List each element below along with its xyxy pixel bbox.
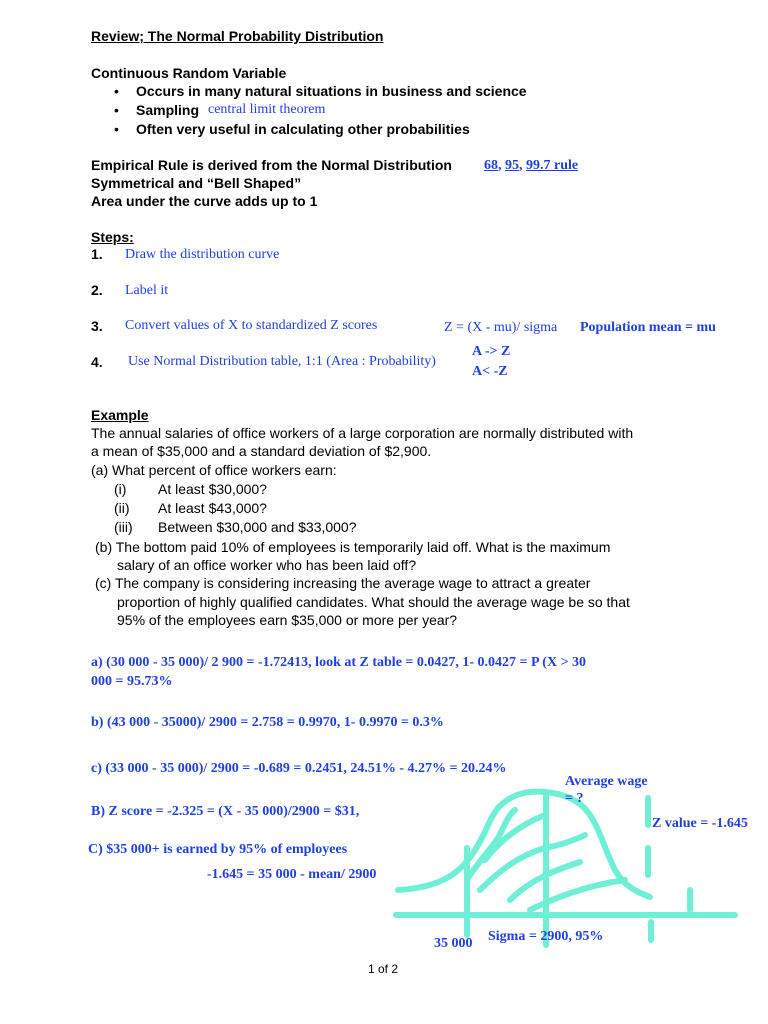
step-1-number: 1. — [91, 246, 103, 262]
step-2-number: 2. — [91, 282, 103, 298]
question-a-i: At least $30,000? — [158, 481, 267, 497]
step-4-b: A< -Z — [472, 364, 508, 379]
empirical-line-1: Empirical Rule is derived from the Normal Distribution — [91, 157, 452, 173]
link-997-rule[interactable]: 99.7 rule — [526, 158, 579, 173]
question-a-ii-number: (ii) — [114, 500, 130, 516]
answer-C: C) $35 000+ is earned by 95% of employees — [88, 842, 348, 857]
step-1-text: Draw the distribution curve — [125, 247, 280, 262]
step-4-number: 4. — [91, 354, 103, 370]
page-number: 1 of 2 — [368, 962, 399, 976]
page-title: Review; The Normal Probability Distribution — [91, 28, 384, 44]
example-heading: Example — [91, 407, 149, 423]
question-a-iii-number: (iii) — [114, 519, 133, 535]
question-c-line-3: 95% of the employees earn $35,000 or more per year? — [117, 612, 458, 628]
sketch-x-35000: 35 000 — [434, 936, 473, 951]
question-a-iii: Between $30,000 and $33,000? — [158, 519, 357, 535]
sketch-strokes — [396, 792, 735, 945]
answer-c: c) (33 000 - 35 000)/ 2900 = -0.689 = 0.2451, 24.51% - 4.27% = 20.24% — [91, 761, 507, 776]
step-3-formula: Z = (X - mu)/ sigma — [444, 320, 558, 335]
sketch-average-wage-2: = ? — [565, 791, 584, 806]
empirical-links: 68, 95, 99.7 rule — [484, 158, 579, 173]
question-c-line-1: (c) The company is considering increasing the average wage to attract a greater — [95, 575, 591, 591]
bullet-2-label: Sampling — [136, 102, 200, 118]
continuous-heading: Continuous Random Variable — [91, 65, 287, 81]
answer-C-line-2: -1.645 = 35 000 - mean/ 2900 — [207, 867, 377, 882]
step-3-number: 3. — [91, 318, 103, 334]
step-4-text: Use Normal Distribution table, 1:1 (Area : Probability) — [128, 354, 436, 369]
sketch-z-value: Z value = -1.645 — [652, 816, 748, 831]
bullet-1: • — [114, 83, 119, 99]
bullet-1-text: Occurs in many natural situations in business and science — [136, 83, 527, 99]
empirical-line-3: Area under the curve adds up to 1 — [91, 193, 318, 209]
answer-a-line-1: a) (30 000 - 35 000)/ 2 900 = -1.72413, look at Z table = 0.0427, 1- 0.0427 = P (X > 30 — [91, 655, 587, 670]
bullet-3: • — [114, 121, 119, 137]
question-b-line-2: salary of an office worker who has been laid off? — [117, 557, 417, 573]
bullet-2-note: central limit theorem — [208, 102, 326, 117]
question-c-line-2: proportion of highly qualified candidates. What should the average wage be so that — [117, 594, 630, 610]
link-68[interactable]: 68 — [484, 158, 498, 173]
empirical-line-2: Symmetrical and “Bell Shaped” — [91, 175, 302, 191]
step-4-a: A -> Z — [472, 344, 511, 359]
answer-B: B) Z score = -2.325 = (X - 35 000)/2900 = $31, — [91, 804, 360, 819]
sketch-average-wage: Average wage — [565, 774, 648, 789]
steps-heading: Steps: — [91, 229, 134, 245]
link-95[interactable]: 95 — [505, 158, 519, 173]
step-3-text: Convert values of X to standardized Z scores — [125, 318, 378, 333]
sketch-sigma: Sigma = 2900, 95% — [488, 929, 604, 944]
question-b-line-1: (b) The bottom paid 10% of employees is temporarily laid off. What is the maximum — [95, 539, 611, 555]
bullet-3-text: Often very useful in calculating other probabilities — [136, 121, 470, 137]
example-para-1: The annual salaries of office workers of a large corporation are normally distributed with — [91, 425, 634, 441]
example-para-2: a mean of $35,000 and a standard deviation of $2,900. — [91, 443, 432, 459]
answer-a-line-2: 000 = 95.73% — [91, 674, 173, 689]
question-a-i-number: (i) — [114, 481, 127, 497]
question-a-ii: At least $43,000? — [158, 500, 267, 516]
step-2-text: Label it — [125, 283, 169, 298]
answer-b: b) (43 000 - 35000)/ 2900 = 2.758 = 0.9970, 1- 0.9970 = 0.3% — [91, 715, 444, 730]
question-a: (a) What percent of office workers earn: — [91, 462, 337, 478]
step-3-note: Population mean = mu — [580, 320, 716, 335]
bullet-2: • — [114, 102, 119, 118]
